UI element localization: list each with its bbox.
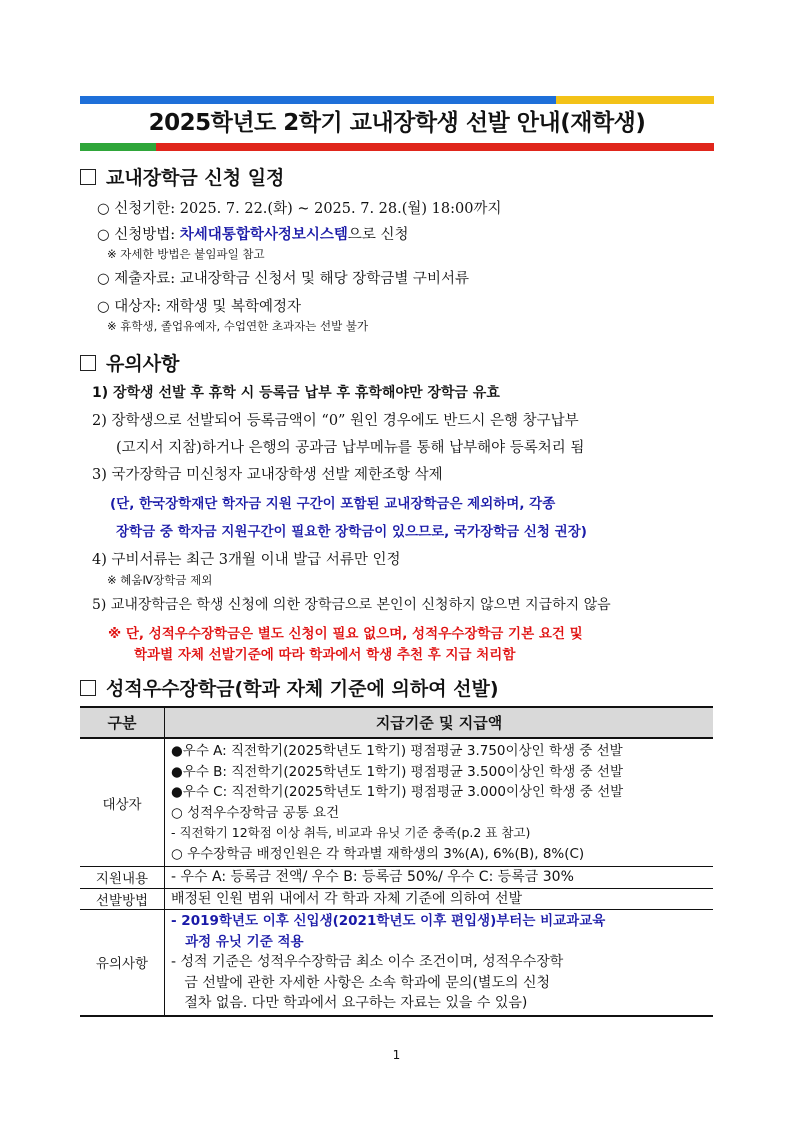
method-note: ※ 자세한 방법은 붙임파일 참고 [107, 247, 265, 261]
title-top-bar [80, 96, 714, 104]
notice-item-3: 3) 국가장학금 미신청자 교내장학생 선발 제한조항 삭제 [92, 467, 443, 483]
row-label-notes: 유의사항 [80, 910, 165, 1016]
section1-heading: 교내장학금 신청 일정 [80, 163, 284, 190]
notes-line: 과정 유닛 기준 적용 [171, 933, 304, 950]
notes-line: 금 선발에 관한 자세한 사항은 소속 학과에 문의(별도의 신청 [171, 974, 550, 991]
notice-item-2a: 2) 장학생으로 선발되어 등록금액이 “0” 원인 경우에도 반드시 은행 창구납부 [92, 413, 579, 429]
section3-heading: 성적우수장학금(학과 자체 기준에 의하여 선발) [80, 674, 499, 701]
apply-method: ○ 신청방법: 차세대통합학사정보시스템으로 신청 [97, 227, 409, 243]
page-number: 1 [392, 1048, 401, 1062]
notice-item-4: 4) 구비서류는 최근 3개월 이내 발급 서류만 인정 [92, 552, 401, 568]
checkbox-square-icon [80, 680, 96, 696]
notice-red-2: 학과별 자체 선발기준에 따라 학과에서 학생 추천 후 지급 처리함 [134, 647, 516, 663]
notice-item-5: 5) 교내장학금은 학생 신청에 의한 장학금으로 본인이 신청하지 않으면 지급하지 않음 [92, 597, 611, 613]
table-row [80, 867, 713, 889]
row-label-method: 선발방법 [80, 888, 165, 910]
notice-item-3-blue-2: 장학금 중 학자금 지원구간이 필요한 장학금이 있으므로, 국가장학금 신청 권장) [116, 524, 587, 540]
notice-item-2b: (고지서 지참)하거나 은행의 공과금 납부메뉴를 통해 납부해야 등록처리 됨 [116, 440, 585, 456]
notes-line: - 성적 기준은 성적우수장학금 최소 이수 조건이며, 성적우수장학 [171, 954, 564, 970]
apply-period: ○ 신청기한: 2025. 7. 22.(화) ~ 2025. 7. 28.(월) 18:00까지 [97, 201, 502, 217]
table-header-criteria: 지급기준 및 지급액 [165, 707, 714, 738]
table-row [80, 888, 713, 910]
title-bottom-bar [80, 143, 714, 151]
target-note: ※ 휴학생, 졸업유예자, 수업연한 초과자는 선발 불가 [107, 319, 369, 333]
criteria-line: ○ 성적우수장학금 공통 요건 [171, 804, 340, 821]
target: ○ 대상자: 재학생 및 복학예정자 [97, 299, 302, 315]
criteria-line: ●우수 C: 직전학기(2025학년도 1학기) 평점평균 3.000이상인 학생 중 선발 [171, 784, 624, 800]
table-row [80, 738, 713, 867]
row-label-support: 지원내용 [80, 867, 165, 889]
page-title: 2025학년도 2학기 교내장학생 선발 안내(재학생) [148, 110, 646, 136]
checkbox-square-icon [80, 355, 96, 371]
table-row [80, 910, 713, 1016]
row-label-target: 대상자 [80, 738, 165, 867]
notice-item-4-note: ※ 혜움Ⅳ장학금 제외 [107, 573, 213, 587]
criteria-line: ●우수 A: 직전학기(2025학년도 1학기) 평점평균 3.750이상인 학생 중 선발 [171, 743, 623, 759]
system-link[interactable]: 차세대통합학사정보시스템 [179, 227, 348, 243]
scholarship-table [80, 706, 713, 1017]
section2-heading: 유의사항 [80, 349, 179, 376]
support-line: - 우수 A: 등록금 전액/ 우수 B: 등록금 50%/ 우수 C: 등록금 30% [171, 869, 574, 885]
checkbox-square-icon [80, 169, 96, 185]
notes-line: - 2019학년도 이후 신입생(2021학년도 이후 편입생)부터는 비교과교육 [171, 913, 606, 929]
criteria-line: ○ 우수장학금 배정인원은 각 학과별 재학생의 3%(A), 6%(B), 8%(C) [171, 845, 585, 862]
method-line: 배정된 인원 범위 내에서 각 학과 자체 기준에 의하여 선발 [171, 890, 523, 907]
criteria-line: ●우수 B: 직전학기(2025학년도 1학기) 평점평균 3.500이상인 학생 중 선발 [171, 763, 623, 780]
notice-item-3-blue-1: (단, 한국장학재단 학자금 지원 구간이 포함된 교내장학금은 제외하며, 각종 [110, 496, 556, 512]
notes-line: 절차 없음. 다만 학과에서 요구하는 자료는 있을 수 있음) [171, 995, 528, 1011]
table-header-category: 구분 [80, 707, 165, 738]
notice-item-1: 1) 장학생 선발 후 휴학 시 등록금 납부 후 휴학해야만 장학금 유효 [92, 385, 500, 401]
documents: ○ 제출자료: 교내장학금 신청서 및 해당 장학금별 구비서류 [97, 271, 469, 287]
criteria-line: - 직전학기 12학점 이상 취득, 비교과 유닛 기준 충족(p.2 표 참고) [171, 825, 531, 840]
notice-red-1: ※ 단, 성적우수장학금은 별도 신청이 필요 없으며, 성적우수장학금 기본 요건 및 [108, 626, 583, 642]
